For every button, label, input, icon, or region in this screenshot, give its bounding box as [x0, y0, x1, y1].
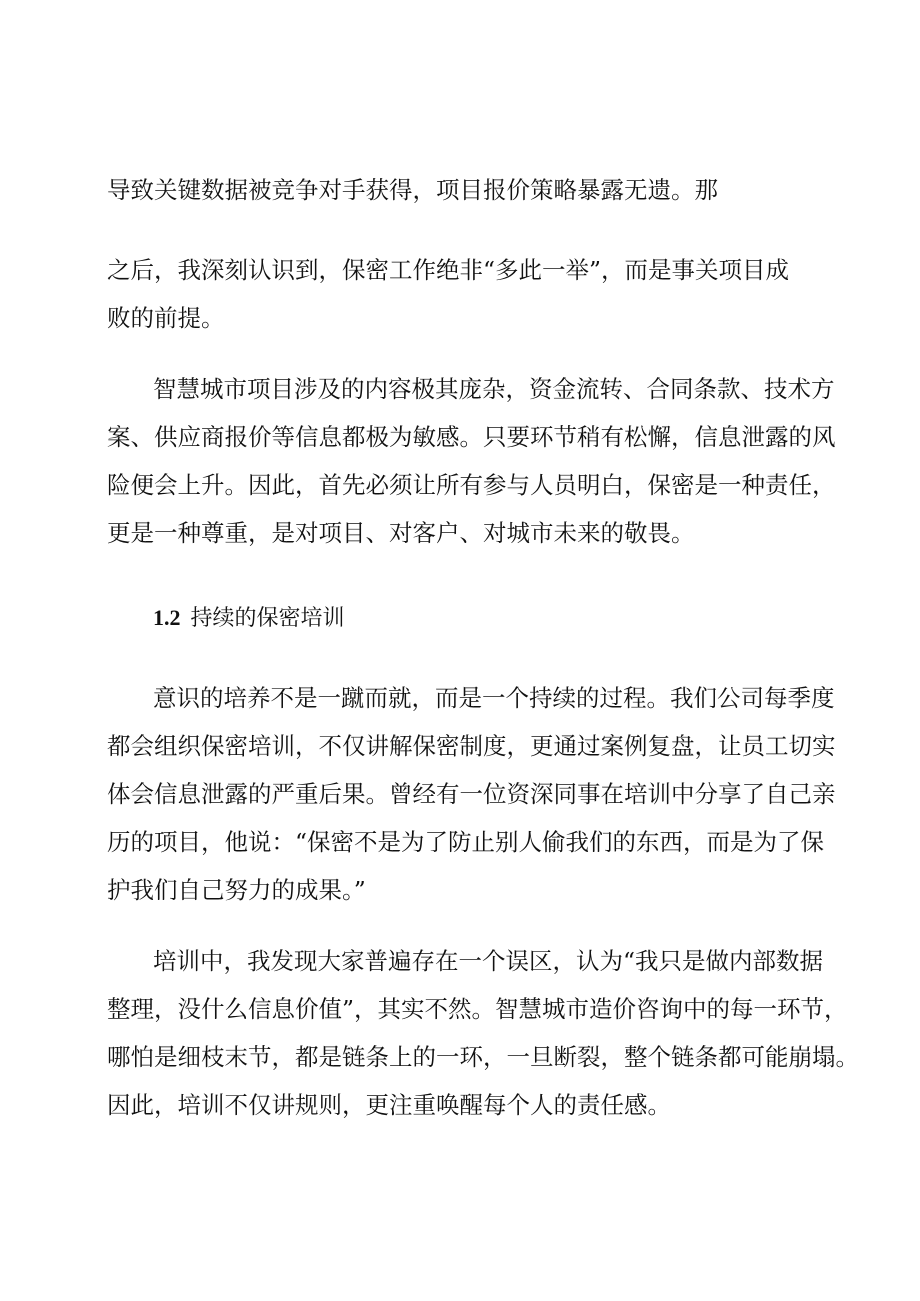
- para1-line-3: 险便会上升。因此，首先必须让所有参与人员明白，保密是一种责任，: [107, 471, 836, 499]
- para2-line-4: 历的项目，他说：“保密不是为了防止别人偷我们的东西，而是为了保: [107, 828, 825, 856]
- para2-line-1: 意识的培养不是一蹴而就，而是一个持续的过程。我们公司每季度: [153, 684, 835, 712]
- para2-line-3: 体会信息泄露的严重后果。曾经有一位资深同事在培训中分享了自己亲: [107, 780, 836, 808]
- para2-line-2: 都会组织保密培训，不仅讲解保密制度，更通过案例复盘，让员工切实: [107, 732, 836, 760]
- intro-line-2: 之后，我深刻认识到，保密工作绝非“多此一举”，而是事关项目成: [107, 256, 790, 284]
- para3-line-4: 因此，培训不仅讲规则，更注重唤醒每个人的责任感。: [107, 1091, 671, 1119]
- intro-line-3: 败的前提。: [107, 304, 225, 332]
- para1-line-1: 智慧城市项目涉及的内容极其庞杂，资金流转、合同条款、技术方: [153, 375, 835, 403]
- para1-line-2: 案、供应商报价等信息都极为敏感。只要环节稍有松懈，信息泄露的风: [107, 423, 836, 451]
- intro-line-1: 导致关键数据被竞争对手获得，项目报价策略暴露无遗。那: [107, 176, 718, 204]
- section-title: 持续的保密培训: [190, 606, 345, 631]
- section-heading: [153, 603, 345, 634]
- para3-line-1: 培训中，我发现大家普遍存在一个误区，认为“我只是做内部数据: [153, 947, 824, 975]
- para3-line-2: 整理，没什么信息价值”，其实不然。智慧城市造价咨询中的每一环节，: [107, 995, 848, 1023]
- para2-line-5: 护我们自己努力的成果。”: [107, 876, 366, 904]
- section-number: 1.2: [153, 605, 181, 630]
- para3-line-3: 哪怕是细枝末节，都是链条上的一环，一旦断裂，整个链条都可能崩塌。: [107, 1043, 859, 1071]
- para1-line-4: 更是一种尊重，是对项目、对客户、对城市未来的敬畏。: [107, 519, 695, 547]
